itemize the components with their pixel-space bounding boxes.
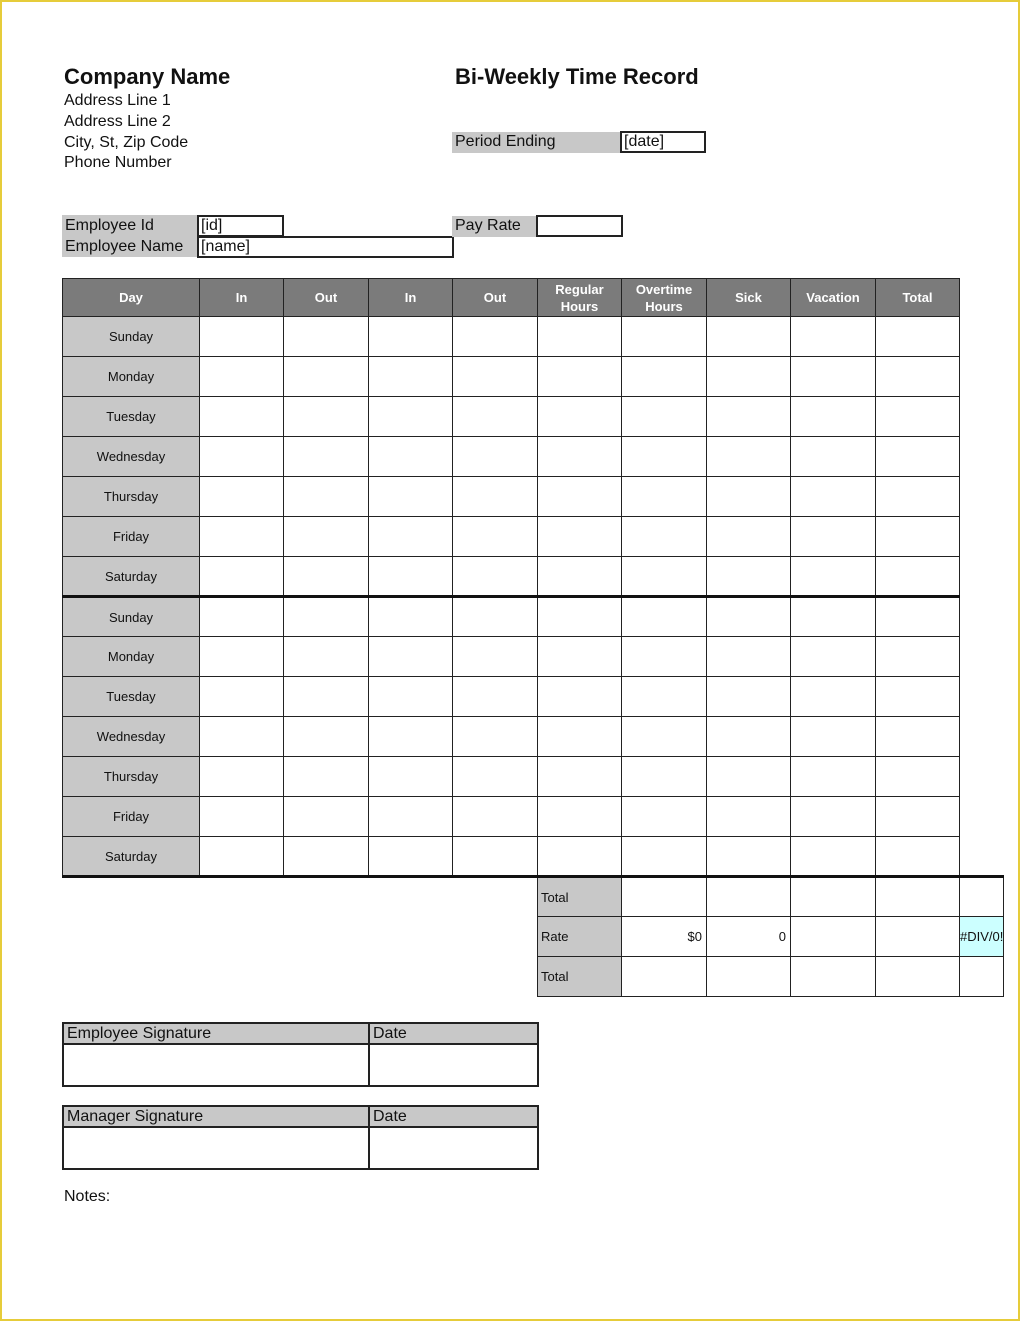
time-cell[interactable] (791, 517, 876, 557)
phone-number: Phone Number (64, 154, 172, 171)
time-cell[interactable] (200, 717, 284, 757)
table-row (63, 517, 1004, 557)
time-cell[interactable] (538, 677, 622, 717)
time-cell[interactable] (876, 677, 960, 717)
time-cell[interactable] (791, 637, 876, 677)
day-label: Wednesday (63, 437, 200, 477)
time-cell[interactable] (876, 717, 960, 757)
header-in-1: In (200, 279, 284, 317)
employee-signature-label: Employee Signature (63, 1023, 369, 1044)
table-row (63, 677, 1004, 717)
time-cell[interactable] (622, 597, 707, 637)
time-cell[interactable] (622, 837, 707, 877)
time-cell[interactable] (707, 357, 791, 397)
summary-cell[interactable] (876, 877, 960, 917)
day-label: Monday (63, 357, 200, 397)
time-cell[interactable] (369, 357, 453, 397)
day-label: Saturday (63, 557, 200, 597)
header-in-2: In (369, 279, 453, 317)
time-cell[interactable] (369, 477, 453, 517)
time-cell[interactable] (707, 557, 791, 597)
rate-overtime-value[interactable]: 0 (707, 917, 791, 957)
time-cell[interactable] (453, 477, 538, 517)
time-cell[interactable] (707, 317, 791, 357)
time-cell[interactable] (791, 477, 876, 517)
time-cell[interactable] (707, 517, 791, 557)
summary-spacer (63, 877, 538, 917)
employee-labels (62, 215, 199, 257)
summary-cell[interactable] (707, 957, 791, 997)
time-cell[interactable] (200, 637, 284, 677)
summary-cell[interactable] (876, 957, 960, 997)
day-label: Sunday (63, 317, 200, 357)
time-cell[interactable] (622, 757, 707, 797)
summary-rate-row (63, 917, 1004, 957)
time-cell[interactable] (284, 677, 369, 717)
summary-cell[interactable] (791, 957, 876, 997)
manager-signature-block (62, 1105, 539, 1170)
header-out-1: Out (284, 279, 369, 317)
day-label: Friday (63, 517, 200, 557)
time-cell[interactable] (876, 357, 960, 397)
time-cell[interactable] (453, 397, 538, 437)
manager-signature-label: Manager Signature (63, 1106, 369, 1127)
time-cell[interactable] (284, 517, 369, 557)
time-table (62, 278, 1004, 997)
summary-total-label: Total (538, 877, 622, 917)
time-cell[interactable] (369, 797, 453, 837)
day-label: Tuesday (63, 397, 200, 437)
time-cell[interactable] (453, 797, 538, 837)
time-cell[interactable] (453, 717, 538, 757)
city-state-zip: City, St, Zip Code (64, 134, 189, 151)
day-label: Thursday (63, 757, 200, 797)
time-cell[interactable] (791, 357, 876, 397)
day-label: Thursday (63, 477, 200, 517)
table-row (63, 437, 1004, 477)
header-out-2: Out (453, 279, 538, 317)
header-day: Day (63, 279, 200, 317)
time-cell[interactable] (622, 397, 707, 437)
time-cell[interactable] (453, 557, 538, 597)
time-cell[interactable] (453, 317, 538, 357)
time-cell[interactable] (622, 437, 707, 477)
address-line-1: Address Line 1 (64, 92, 171, 109)
summary-cell[interactable] (791, 877, 876, 917)
time-cell[interactable] (284, 837, 369, 877)
header-total: Total (876, 279, 960, 317)
period-ending-label: Period Ending (452, 132, 622, 153)
time-cell[interactable] (200, 597, 284, 637)
summary-cell[interactable] (707, 877, 791, 917)
time-cell[interactable] (707, 477, 791, 517)
time-cell[interactable] (284, 357, 369, 397)
time-cell[interactable] (200, 317, 284, 357)
summary-spacer (63, 917, 538, 957)
time-cell[interactable] (791, 677, 876, 717)
time-cell[interactable] (453, 677, 538, 717)
time-cell[interactable] (622, 477, 707, 517)
time-cell[interactable] (876, 597, 960, 637)
table-row (63, 597, 1004, 637)
summary-total-row (63, 877, 1004, 917)
header-overtime-hours: Overtime Hours (622, 279, 707, 317)
time-cell[interactable] (453, 637, 538, 677)
time-cell[interactable] (200, 517, 284, 557)
notes-label: Notes: (64, 1188, 111, 1205)
time-cell[interactable] (622, 637, 707, 677)
pay-rate-field[interactable] (536, 215, 623, 237)
time-cell[interactable] (538, 757, 622, 797)
time-cell[interactable] (876, 837, 960, 877)
table-header-row (63, 279, 1004, 317)
summary-spacer (63, 957, 538, 997)
table-row (63, 317, 1004, 357)
manager-signature-field[interactable] (63, 1127, 369, 1169)
time-cell[interactable] (538, 717, 622, 757)
time-cell[interactable] (284, 397, 369, 437)
time-cell[interactable] (200, 677, 284, 717)
time-cell[interactable] (707, 397, 791, 437)
time-cell[interactable] (622, 717, 707, 757)
table-row (63, 837, 1004, 877)
time-cell[interactable] (791, 397, 876, 437)
employee-id-field[interactable]: [id] (197, 215, 284, 237)
time-cell[interactable] (200, 437, 284, 477)
time-cell[interactable] (622, 557, 707, 597)
day-label: Sunday (63, 597, 200, 637)
company-name: Company Name (64, 64, 231, 89)
time-cell[interactable] (538, 477, 622, 517)
employee-signature-date-label: Date (369, 1023, 538, 1044)
table-row (63, 397, 1004, 437)
time-cell[interactable] (369, 637, 453, 677)
time-cell[interactable] (453, 517, 538, 557)
time-cell[interactable] (707, 677, 791, 717)
time-cell[interactable] (707, 717, 791, 757)
time-cell[interactable] (707, 637, 791, 677)
day-label: Monday (63, 637, 200, 677)
time-cell[interactable] (622, 357, 707, 397)
summary-cell[interactable] (960, 877, 1004, 917)
header-regular-hours: Regular Hours (538, 279, 622, 317)
pay-rate-label: Pay Rate (452, 216, 538, 237)
time-cell[interactable] (284, 317, 369, 357)
employee-name-field[interactable]: [name] (197, 236, 454, 258)
table-row (63, 477, 1004, 517)
time-cell[interactable] (284, 637, 369, 677)
summary-total2-row (63, 957, 1004, 997)
time-cell[interactable] (453, 757, 538, 797)
time-cell[interactable] (876, 477, 960, 517)
time-cell[interactable] (707, 757, 791, 797)
table-row (63, 757, 1004, 797)
time-cell[interactable] (538, 637, 622, 677)
time-cell[interactable] (622, 317, 707, 357)
time-cell[interactable] (538, 557, 622, 597)
day-label: Tuesday (63, 677, 200, 717)
summary-cell[interactable] (876, 917, 960, 957)
employee-signature-date-field[interactable] (369, 1044, 538, 1086)
employee-name-label: Employee Name (65, 238, 184, 255)
time-cell[interactable] (791, 717, 876, 757)
time-cell[interactable] (876, 757, 960, 797)
address-line-2: Address Line 2 (64, 113, 171, 130)
summary-total2-label: Total (538, 957, 622, 997)
time-cell[interactable] (200, 477, 284, 517)
document-title: Bi-Weekly Time Record (455, 64, 699, 89)
time-cell[interactable] (284, 437, 369, 477)
time-cell[interactable] (284, 797, 369, 837)
time-cell[interactable] (200, 797, 284, 837)
time-cell[interactable] (369, 517, 453, 557)
time-cell[interactable] (538, 437, 622, 477)
time-cell[interactable] (707, 797, 791, 837)
time-cell[interactable] (707, 437, 791, 477)
summary-cell[interactable] (960, 957, 1004, 997)
summary-cell[interactable] (622, 877, 707, 917)
time-cell[interactable] (538, 837, 622, 877)
table-row (63, 717, 1004, 757)
time-cell[interactable] (369, 717, 453, 757)
time-cell[interactable] (791, 317, 876, 357)
time-cell[interactable] (622, 517, 707, 557)
time-cell[interactable] (538, 597, 622, 637)
time-cell[interactable] (369, 837, 453, 877)
rate-total-value[interactable]: #DIV/0! (960, 917, 1004, 957)
time-cell[interactable] (369, 557, 453, 597)
time-cell[interactable] (453, 597, 538, 637)
employee-signature-field[interactable] (63, 1044, 369, 1086)
day-label: Friday (63, 797, 200, 837)
time-cell[interactable] (791, 597, 876, 637)
summary-cell[interactable] (622, 957, 707, 997)
time-cell[interactable] (200, 757, 284, 797)
time-cell[interactable] (284, 557, 369, 597)
time-cell[interactable] (622, 677, 707, 717)
time-cell[interactable] (622, 797, 707, 837)
day-label: Saturday (63, 837, 200, 877)
time-cell[interactable] (453, 357, 538, 397)
time-cell[interactable] (707, 597, 791, 637)
time-cell[interactable] (538, 797, 622, 837)
time-cell[interactable] (876, 397, 960, 437)
time-cell[interactable] (876, 437, 960, 477)
table-row (63, 637, 1004, 677)
time-cell[interactable] (876, 637, 960, 677)
day-label: Wednesday (63, 717, 200, 757)
table-row (63, 357, 1004, 397)
period-ending-field[interactable]: [date] (620, 131, 706, 153)
employee-id-label: Employee Id (65, 217, 154, 234)
time-cell[interactable] (369, 677, 453, 717)
time-cell[interactable] (538, 317, 622, 357)
employee-signature-block (62, 1022, 539, 1087)
time-cell[interactable] (453, 837, 538, 877)
table-row (63, 797, 1004, 837)
time-cell[interactable] (876, 797, 960, 837)
time-cell[interactable] (200, 357, 284, 397)
time-cell[interactable] (538, 357, 622, 397)
time-cell[interactable] (284, 757, 369, 797)
time-cell[interactable] (284, 477, 369, 517)
time-cell[interactable] (538, 517, 622, 557)
time-cell[interactable] (369, 437, 453, 477)
time-cell[interactable] (791, 557, 876, 597)
time-cell[interactable] (200, 397, 284, 437)
time-cell[interactable] (791, 757, 876, 797)
summary-rate-label: Rate (538, 917, 622, 957)
time-cell[interactable] (369, 397, 453, 437)
manager-signature-date-label: Date (369, 1106, 538, 1127)
time-cell[interactable] (791, 437, 876, 477)
header-vacation: Vacation (791, 279, 876, 317)
rate-regular-value[interactable]: $0 (622, 917, 707, 957)
time-cell[interactable] (453, 437, 538, 477)
time-cell[interactable] (791, 837, 876, 877)
time-cell[interactable] (369, 317, 453, 357)
time-cell[interactable] (707, 837, 791, 877)
time-cell[interactable] (369, 757, 453, 797)
time-cell[interactable] (200, 557, 284, 597)
time-cell[interactable] (284, 597, 369, 637)
time-cell[interactable] (876, 517, 960, 557)
time-cell[interactable] (538, 397, 622, 437)
table-row (63, 557, 1004, 597)
time-cell[interactable] (200, 837, 284, 877)
time-cell[interactable] (876, 557, 960, 597)
time-cell[interactable] (369, 597, 453, 637)
summary-cell[interactable] (791, 917, 876, 957)
time-cell[interactable] (791, 797, 876, 837)
time-cell[interactable] (284, 717, 369, 757)
header-sick: Sick (707, 279, 791, 317)
manager-signature-date-field[interactable] (369, 1127, 538, 1169)
time-cell[interactable] (876, 317, 960, 357)
